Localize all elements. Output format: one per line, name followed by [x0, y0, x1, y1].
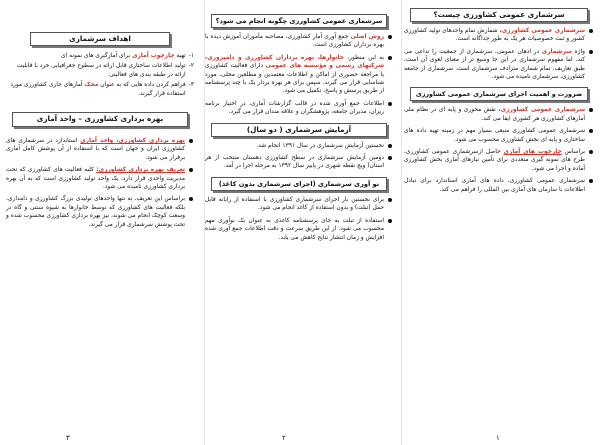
paragraph: [404, 177, 594, 194]
text-run: سرشماری عمومی کشاورزی منبعی بسیار مهم در زمینه تهیه داده های ساختاری و پایه ای بخش کشاورزی محسوب می شود.: [404, 128, 585, 143]
text-run: دومین آزمایش سرشماری در سطح کشاورزی دهستان منتخب از هر استان( ویچ نقطه شهری در پاییز سال ۱۳۹۲ به مرحله اجرا در آمد.: [205, 155, 384, 170]
text-run: نقش محوری و پایه ای در نظام ملی آمارهای کشاورزی هر کشوری ایفا می کند.: [404, 107, 585, 122]
text-run: نخستین آزمایش سرشماری در سال ۱۳۹۱ انجام شد.: [256, 142, 384, 149]
list-text: فراهم کردن داده هایی که به عنوان محک آمارهای جاری کشاورزی مورد استفاده قرار گیرند.: [10, 82, 186, 97]
text-run: شمارش تمام واحدهای تولید کشاورزی کشور و ثبت خصوصیات هر یک به طور جداگانه است.: [404, 28, 585, 43]
list-text: تولید اطلاعات ساختاری قابل ارائه در سطوح جغرافیایی خرد با قابلیت ارائه در طبقه بندی های فعالیتی: [16, 63, 186, 78]
section-title: نو آوری سرشماری (اجرای سرشماری بدون کاغذ): [211, 177, 387, 191]
text-run: سرشماری عمومی کشاورزی، داده های آماری استاندارد برای تبادل اطلاعات با سازمان های آماری بین المللی را فراهم می کند.: [404, 178, 585, 193]
paragraph: [205, 54, 393, 96]
text-run: براساس این تعریف، نه تنها واحدهای تولیدی بزرگ کشاورزی و دامداری، بلکه فعالیت های کشاورزی که توسط خانوارها به شیوه سنتی و گاه در وسعت کوچک انجام می شوند، نیز بهره برداری کشاورزی محسوب شده و تحت پوشش سرشماری قرار می گیرند.: [6, 196, 185, 228]
section-title: ضرورت و اهمیت اجرای سرشماری عمومی کشاورزی: [410, 87, 588, 101]
text-run: استاندارد در سرشماری های کشاورزی ایران و جهان است که با استفاده از آن پوشش کامل آماری برقرار می شود.: [6, 138, 185, 161]
list-item: [6, 62, 194, 79]
list-item: [6, 81, 194, 98]
section-title: سرشماری عمومی کشاورزی چیست؟: [410, 8, 588, 22]
paragraph: [404, 106, 594, 123]
objectives-list: [6, 52, 194, 98]
text-run: اطلاعات جمع آوری شده در قالب گزارشات آماری، در اختیار برنامه ریزان، مدیران جامعه، پژوهشگران و علاقه مندان قرار می گیرد.: [205, 100, 384, 116]
paragraph: [404, 48, 594, 82]
text-run: سرشماری: [541, 48, 572, 55]
page-number: ۱: [496, 434, 500, 442]
column-divider: [401, 0, 402, 445]
list-text: تهیه چارچوب آماری برای آمارگیری های نمونه ای: [61, 53, 186, 59]
list-number: ۳-: [188, 82, 194, 89]
paragraph: [205, 142, 393, 150]
paragraph: [6, 195, 194, 229]
text-run: کلیه فعالیت های کشاورزی که تحت مدیریت واحدی قرار دارد، یک واحد تولید کشاورزی است که به آن بهره برداری کشاورزی نامیده می شود.: [6, 167, 185, 191]
text-run: سرشماری عمومی کشاورزی،: [498, 107, 585, 114]
list-number: ۱-: [188, 53, 194, 59]
text-run: بهره برداری کشاورزی، واحد آماری: [80, 138, 185, 145]
text-run: به این منظور،: [343, 54, 385, 61]
section-title: اهداف سرشماری: [30, 32, 170, 46]
paragraph: [404, 127, 594, 144]
text-run: دارای فعالیت کشاورزی با مراجعه حضوری از اماکن و اطلاعات معتمدین و مطلعین محلی، مورد شناسایی قرار می گیرند. سپس برای هر بهره بردار یک یا چند پرسشنامه از طریق پرسش و پاسخ، تکمیل می شود.: [205, 63, 384, 95]
paragraph: [205, 154, 393, 171]
paragraph: [6, 166, 194, 191]
text-run: براساس: [561, 149, 586, 156]
text-run: خانوارها، بهره برداران کشاورزی و دامپروری، شرکتهای رسمی و مؤسسه های عمومی: [205, 54, 384, 70]
text-run: سرشماری عمومی کشاورزی،: [499, 28, 585, 34]
paragraph: [6, 137, 194, 162]
text-run: استفاده از تبلت به جای پرسشنامه کاغذی به عنوان یک نوآوری مهم محسوب می شود. از این طریق سرعت و دقت اطلاعات جمع آوری شده افزایش و زمان انتشار نتایج کاهش می یابد.: [205, 217, 384, 241]
highlight-text: محک: [84, 82, 99, 89]
text-run: جمع آوری آمار کشاورزی، مصاحبه مأموران آموزش دیده با بهره برداران کشاورزی است.: [205, 34, 384, 49]
column-1: [404, 6, 594, 431]
text-run: تعریف بهره برداری کشاورزی:: [96, 167, 185, 174]
paragraph: [205, 196, 393, 213]
text-run: روش اصلی: [350, 34, 384, 40]
text-run: در اذهان عمومی، سرشماری از جمعیت را تداعی می کند. اما مفهوم سرشماری در این جا وسیع تر از معنای لغوی آن است. طبق تعاریف، تمام شماری مترادف سرشماری است. سرشماری از جامعه کشاورزی، سرشماری نامیده می شود.: [404, 48, 585, 81]
page-number: ۳: [66, 434, 70, 442]
paragraph: [404, 148, 594, 173]
text-run: واژه: [571, 48, 585, 55]
text-run: برای نخستین بار اجرای سرشماری کشاورزی با استفاده از رایانه قابل حمل (تبلت) و بدون استفاده از کاغذ انجام می شود.: [205, 196, 384, 212]
section-title: بهره برداری کشاورزی – واحد آماری: [12, 112, 188, 127]
paragraph: [205, 33, 393, 50]
list-item: [6, 52, 194, 60]
text-run: حاصل ازسرشماری عمومی کشاورزی، طرح های نمونه گیری متعددی برای تأمین نیازهای آماری بخش کشاورزی آماده و اجرا می شود.: [404, 149, 585, 172]
paragraph: [404, 27, 594, 44]
paragraph: [205, 100, 393, 117]
highlight-text: چارچوب آماری: [132, 53, 175, 59]
list-number: ۲-: [188, 63, 194, 70]
column-3: [6, 6, 194, 431]
paragraph: [205, 217, 393, 242]
page-number: ۲: [282, 434, 286, 442]
text-run: چارچوب های آماری: [503, 149, 562, 156]
section-title: سرشماری عمومی کشاورزی چگونه انجام می شود؟: [211, 14, 387, 28]
column-2: [205, 6, 393, 431]
section-title: آزمایش سرشماری ( دو سال): [211, 123, 387, 137]
